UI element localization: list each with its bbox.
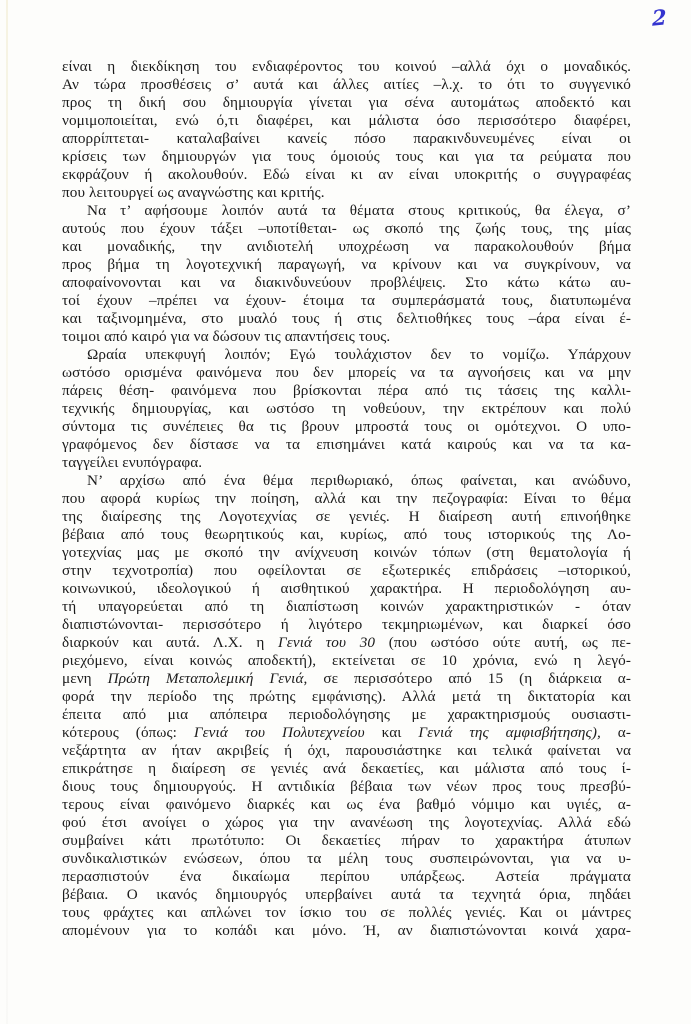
text-line: κρίσεις των δημιουργών για τους όμοιούς τους και για τα ρεύματα που — [62, 148, 631, 165]
text-line: φορά την περίοδο της πρώτης εμφάνισης). Αλλά μετά τη δικτατορία και — [62, 688, 631, 705]
text-line: απομένουν για το κοπάδι και μόνο. Ή, αν διαπιστώνονται κοινά χαρα- — [62, 922, 631, 939]
text-line: Ωραία υπεκφυγή λοιπόν; Εγώ τουλάχιστον δεν το νομίζω. Υπάρχουν — [87, 346, 631, 363]
text-line: τή υπαγορεύεται από τη διαπίστωση κοινών χαρακτηριστικών - όταν — [62, 598, 631, 615]
text-block — [62, 58, 631, 940]
text-line: διαπιστώνονται- περισσότερο ή λιγότερο τεκμηριωμένων, και διαρκεί όσο — [62, 616, 631, 633]
handwritten-page-number: 2 — [651, 4, 668, 31]
text-line: περασπιστούν ένα δικαίωμα περίπου υπάρξεως. Αστεία πράγματα — [62, 868, 631, 885]
text-line: σύντομα τις συνέπειες θα τις βρουν μπροστά τους οι ομότεχνοι. Ο υπο- — [62, 418, 631, 435]
text-line: φού έτσι ανοίγει ο χώρος για την ανανέωση της λογοτεχνίας. Αλλά εδώ — [62, 814, 631, 831]
text-line: έπειτα από μια απόπειρα περιοδολόγησης με χαρακτηρισμούς ουσιαστι- — [62, 706, 631, 723]
text-line: γοτεχνίας μας με σκοπό την ανίχνευση κοινών τόπων (στη θεματολογία ή — [62, 544, 631, 561]
text-line: τους φράχτες και απλώνει τον ίσκιο του σε πολλές γενιές. Και οι μάντρες — [62, 904, 631, 921]
text-line: βέβαια από τους θεωρητικούς και, κυρίως, από τους ιστορικούς της Λο- — [62, 526, 631, 543]
text-line: της διαίρεσης της Λογοτεχνίας σε γενιές. Η διαίρεση αυτή επινοήθηκε — [62, 508, 631, 525]
text-line: τεχνικής δημιουργίας, και ωστόσο τη νοθεύουν, την εκτρέπουν και πολύ — [62, 400, 631, 417]
text-line: που λειτουργεί ως αναγνώστης και κριτής. — [62, 184, 325, 201]
text-line: εκφράζουν ή ακολουθούν. Εδώ είναι κι αν είναι υποκριτής ο συγγραφέας — [62, 166, 631, 183]
text-line: Ν’ αρχίσω από ένα θέμα περιθωριακό, όπως φαίνεται, και ανώδυνο, — [87, 472, 631, 489]
text-line: επικράτησε η διαίρεση σε γενιές ανά δεκαετίες, και μάλιστα από τους ί- — [62, 760, 631, 777]
text-line: κότερους (όπως: Γενιά του Πολυτεχνείου και Γενιά της αμφισβήτησης), α- — [62, 724, 631, 741]
text-line: στην τεχνοτροπία) που οφείλονται σε εξωτερικές επιδράσεις –ιστορικού, — [62, 562, 631, 579]
text-line: και μοναδικής, την ανιδιοτελή υποχρέωση να παρακολουθούν βήμα — [62, 238, 631, 255]
text-line: συνδικαλιστικών ενώσεων, όπου τα μέλη τους συσπειρώνονται, για να υ- — [62, 850, 631, 867]
text-line: προς βήμα τη λογοτεχνική παραγωγή, να κρίνουν και να συγκρίνουν, να — [62, 256, 631, 273]
text-line: αυτούς που έχουν τάξει –υποτίθεται- ως σκοπό της ζωής τους, της μίας — [62, 220, 631, 237]
text-line: βέβαια. Ο ικανός δημιουργός υπερβαίνει αυτά τα τεχνητά όρια, πηδάει — [62, 886, 631, 903]
text-line: τερους είναι φαινόμενο διαρκές και ως ένα βαθμό νόμιμο και υγιές, α- — [62, 796, 631, 813]
text-line: αποφαίνονονται και να διακινδυνεύουν προβλέψεις. Στο κάτω κάτω αυ- — [62, 274, 631, 291]
text-line: ταγγείλει ενυπόγραφα. — [62, 454, 203, 471]
text-line: ωστόσο ορισμένα φαινόμενα που δεν μπορείς να τα αγνοήσεις και να μην — [62, 364, 631, 381]
text-line: απορρίπτεται- καταλαβαίνει κανείς πόσο παρακινδυνευμένες είναι οι — [62, 130, 631, 147]
text-line: διους τους δημιουργούς. Η αντιδικία βέβαια των νέων προς τους πρεσβύ- — [62, 778, 631, 795]
text-line: που αφορά κυρίως την ποίηση, αλλά και την πεζογραφία: Είναι το θέμα — [62, 490, 631, 507]
text-line: νομιμοποιείται, ενώ ό,τι διαφέρει, και μάλιστα όσο περισσότερο διαφέρει, — [62, 112, 631, 129]
text-line: Να τ’ αφήσουμε λοιπόν αυτά τα θέματα στους κριτικούς, θα έλεγα, σ’ — [87, 202, 631, 219]
text-line: Αν τώρα προσθέσεις σ’ αυτά και άλλες αιτίες –λ.χ. το ότι το συγγενικό — [62, 76, 631, 93]
text-line: κοινωνικού, ιδεολογικού ή αισθητικού χαρακτήρα. Η περιοδολόγηση αυ- — [62, 580, 631, 597]
text-line: διαρκούν και αυτά. Λ.Χ. η Γενιά του 30 (που ωστόσο ούτε αυτή, ως πε- — [62, 634, 631, 651]
text-line: τοιμοι από καιρό για να δώσουν τις απαντήσεις τους. — [62, 328, 391, 345]
text-line: νεξάρτητα αν ήταν ακριβείς ή όχι, παρουσιάστηκε και τελικά φαίνεται να — [62, 742, 631, 759]
text-line: και ταξινομημένα, στο μυαλό τους ή στις δελτιοθήκες τους –άρα είναι έ- — [62, 310, 631, 327]
text-line: πάρεις θέση- φαινόμενα που βρίσκονται πέρα από τις τάσεις της καλλι- — [62, 382, 631, 399]
text-line: γραφόμενος δεν δίστασε να τα επισημάνει κατά καιρούς και να τα κα- — [62, 436, 631, 453]
text-line: ριεχόμενο, είναι κοινώς αποδεκτή), εκτείνεται σε 10 χρόνια, ενώ η λεγό- — [62, 652, 631, 669]
text-line: μενη Πρώτη Μεταπολεμική Γενιά, σε περισσότερο από 15 (η διάρκεια α- — [62, 670, 631, 687]
text-line: συμβαίνει κάτι πρωτότυπο: Οι δεκαετίες πήραν το χαρακτήρα άτυπων — [62, 832, 631, 849]
scan-artifact-streak — [6, 0, 8, 1024]
text-line: είναι η διεκδίκηση του ενδιαφέροντος του κοινού –αλλά όχι ο μοναδικός. — [62, 58, 631, 75]
text-line: προς τη δική σου δημιουργία γίνεται για σένα αυτομάτως αποδεκτό και — [62, 94, 631, 111]
text-line: τοί έχουν –πρέπει να έχουν- έτοιμα τα συμπεράσματά τους, διατυπωμένα — [62, 292, 631, 309]
